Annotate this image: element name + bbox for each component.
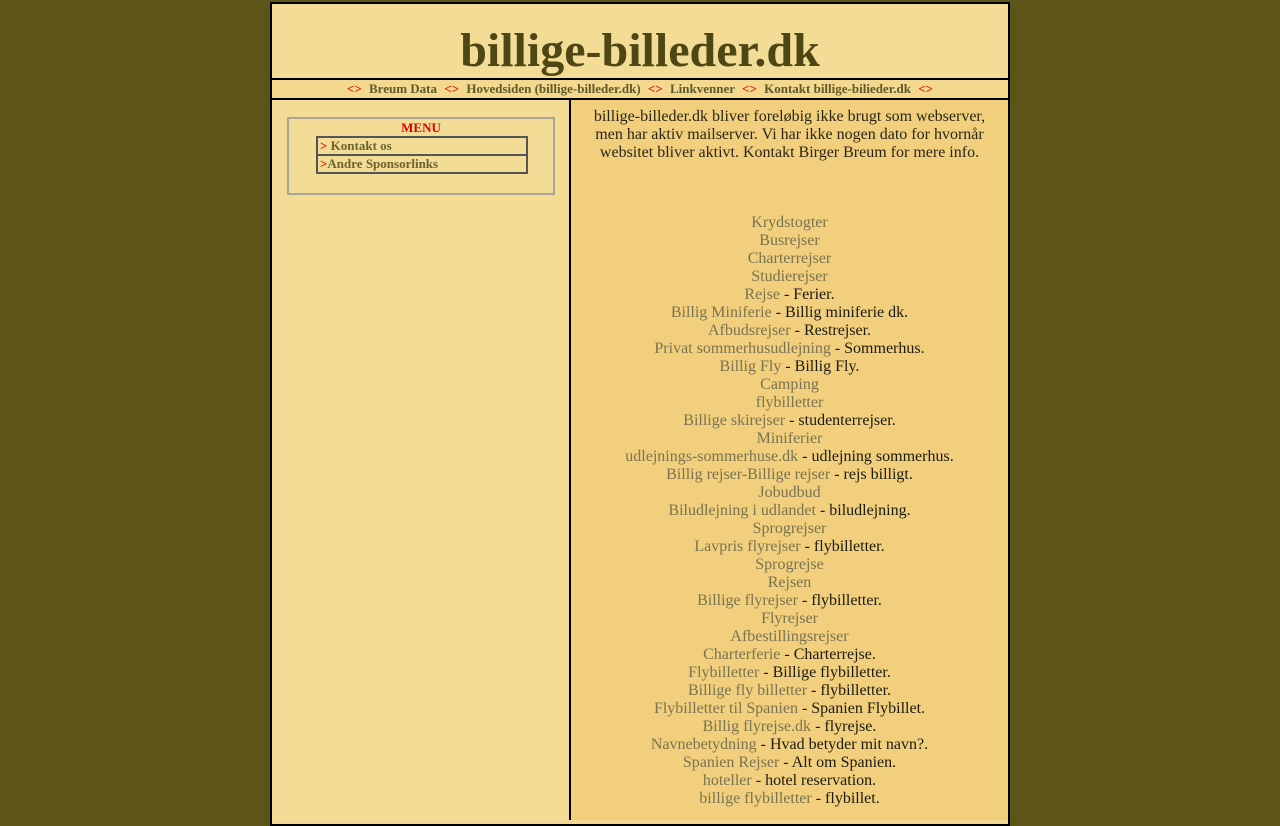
list-item [571,214,1008,232]
menu-item-andre-sponsorlinks[interactable] [316,154,528,174]
sponsor-link[interactable]: Navnebetydning [650,736,757,753]
nav-link-linkvenner[interactable]: Linkvenner [670,81,735,96]
list-item [571,610,1008,628]
list-item [571,268,1008,286]
sponsor-link[interactable]: Flyrejser [761,610,818,627]
menu-item-kontakt-os[interactable] [316,136,528,156]
list-item [571,682,1008,700]
link-description: - rejs billigt. [830,466,913,483]
menu-item-label: Andre Sponsorlinks [327,156,439,171]
list-item [571,412,1008,430]
sponsor-link[interactable]: Billig Fly [719,358,782,375]
sponsor-link[interactable]: Charterferie [703,646,781,663]
link-description: - Billig Fly. [781,358,860,375]
sponsor-link[interactable]: Rejsen [767,574,812,591]
list-item [571,790,1008,808]
menu-box [287,117,555,195]
site-title: billige-billeder.dk [460,24,820,77]
link-description: - flybilletter. [797,592,882,609]
nav-separator: <> [647,81,663,96]
sponsor-link[interactable]: Privat sommerhusudlejning [654,340,831,357]
sponsor-link[interactable]: Billig flyrejse.dk [702,718,812,735]
link-description: - Billige flybilletter. [759,664,891,681]
nav-separator: <> [346,81,362,96]
sponsor-link-list [571,214,1008,808]
list-item [571,466,1008,484]
link-description: - Charterrejse. [780,646,876,663]
sponsor-link[interactable]: Camping [760,376,819,393]
sponsor-link[interactable]: Biludlejning i udlandet [668,502,816,519]
list-item [571,502,1008,520]
nav-link-breum-data[interactable]: Breum Data [369,81,438,96]
sponsor-link[interactable]: Billig Miniferie [670,304,772,321]
link-description: - Alt om Spanien. [779,754,897,771]
link-description: - Hvad betyder mit navn?. [756,736,929,753]
sponsor-link[interactable]: udlejnings-sommerhuse.dk [625,448,799,465]
link-description: - Billig miniferie dk. [771,304,909,321]
left-sidebar [272,100,571,820]
link-description: - flybilletter. [800,538,885,555]
list-item [571,394,1008,412]
list-item [571,304,1008,322]
list-item [571,664,1008,682]
link-description: - Restrejser. [790,322,872,339]
list-item [571,718,1008,736]
list-item [571,286,1008,304]
link-description: - flyrejse. [811,718,877,735]
sponsor-link[interactable]: Sprogrejse [755,556,824,573]
sponsor-link[interactable]: Afbestillingsrejser [730,628,849,645]
sponsor-link[interactable]: Studierejser [751,268,828,285]
arrow-icon: > [320,156,328,171]
content-row [272,100,1008,820]
link-description: - flybilletter. [807,682,892,699]
nav-link-home[interactable]: Hovedsiden (billige-billeder.dk) [466,81,641,96]
link-description: - udlejning sommerhus. [798,448,954,465]
list-item [571,250,1008,268]
sponsor-link[interactable]: Billige flyrejser [697,592,798,609]
list-item [571,646,1008,664]
sponsor-link[interactable]: Billig rejser-Billige rejser [666,466,831,483]
sponsor-link[interactable]: Billige fly billetter [687,682,808,699]
arrow-icon: > [320,138,328,153]
nav-separator: <> [444,81,460,96]
list-item [571,538,1008,556]
sponsor-link[interactable]: Lavpris flyrejser [694,538,801,555]
link-description: - studenterrejser. [785,412,896,429]
list-item [571,628,1008,646]
sponsor-link[interactable]: Busrejser [759,232,820,249]
list-item [571,736,1008,754]
sponsor-link[interactable]: hoteller [702,772,752,789]
list-item [571,556,1008,574]
sponsor-link[interactable]: Sprogrejser [752,520,827,537]
sponsor-link[interactable]: Krydstogter [751,214,828,231]
list-item [571,592,1008,610]
list-item [571,430,1008,448]
link-description: - Ferier. [779,286,835,303]
sponsor-link[interactable]: billige flybilletter [699,790,812,807]
sponsor-link[interactable]: Spanien Rejser [682,754,780,771]
menu-item-label: Kontakt os [330,138,392,153]
link-description: - Sommerhus. [830,340,925,357]
sponsor-link[interactable]: Rejse [744,286,780,303]
list-item [571,358,1008,376]
list-item [571,754,1008,772]
list-item [571,448,1008,466]
page-frame [270,2,1010,826]
list-item [571,700,1008,718]
nav-separator: <> [742,81,757,96]
list-item [571,232,1008,250]
intro-text: billige-billeder.dk bliver foreløbig ikke brugt som webserver, men har aktiv mailserver. Vi har ikke nogen dato for hvornår websitet bliver aktivt. Kontakt Birger Breum for mere info. [593,108,986,161]
link-description: - flybillet. [811,790,880,807]
sponsor-link[interactable]: Flybilletter til Spanien [653,700,798,717]
link-description: - biludlejning. [815,502,911,519]
menu-title: MENU [401,120,441,135]
sponsor-link[interactable]: Flybilletter [688,664,760,681]
list-item [571,520,1008,538]
site-header [272,4,1008,80]
sponsor-link[interactable]: Charterrejser [747,250,832,267]
sponsor-link[interactable]: Billige skirejser [683,412,786,429]
sponsor-link[interactable]: Jobudbud [758,484,821,501]
link-description: - hotel reservation. [751,772,877,789]
list-item [571,376,1008,394]
sponsor-link[interactable]: flybilletter [755,394,824,411]
list-item [571,772,1008,790]
sponsor-link[interactable]: Miniferier [756,430,823,447]
list-item [571,340,1008,358]
sponsor-link[interactable]: Afbudsrejser [707,322,791,339]
nav-link-contact[interactable]: Kontakt billige-bilieder.dk [764,81,911,96]
top-navigation [272,80,1008,100]
list-item [571,574,1008,592]
link-description: - Spanien Flybillet. [797,700,926,717]
list-item [571,484,1008,502]
main-content [571,100,1008,820]
nav-separator: <> [918,81,934,96]
list-item [571,322,1008,340]
